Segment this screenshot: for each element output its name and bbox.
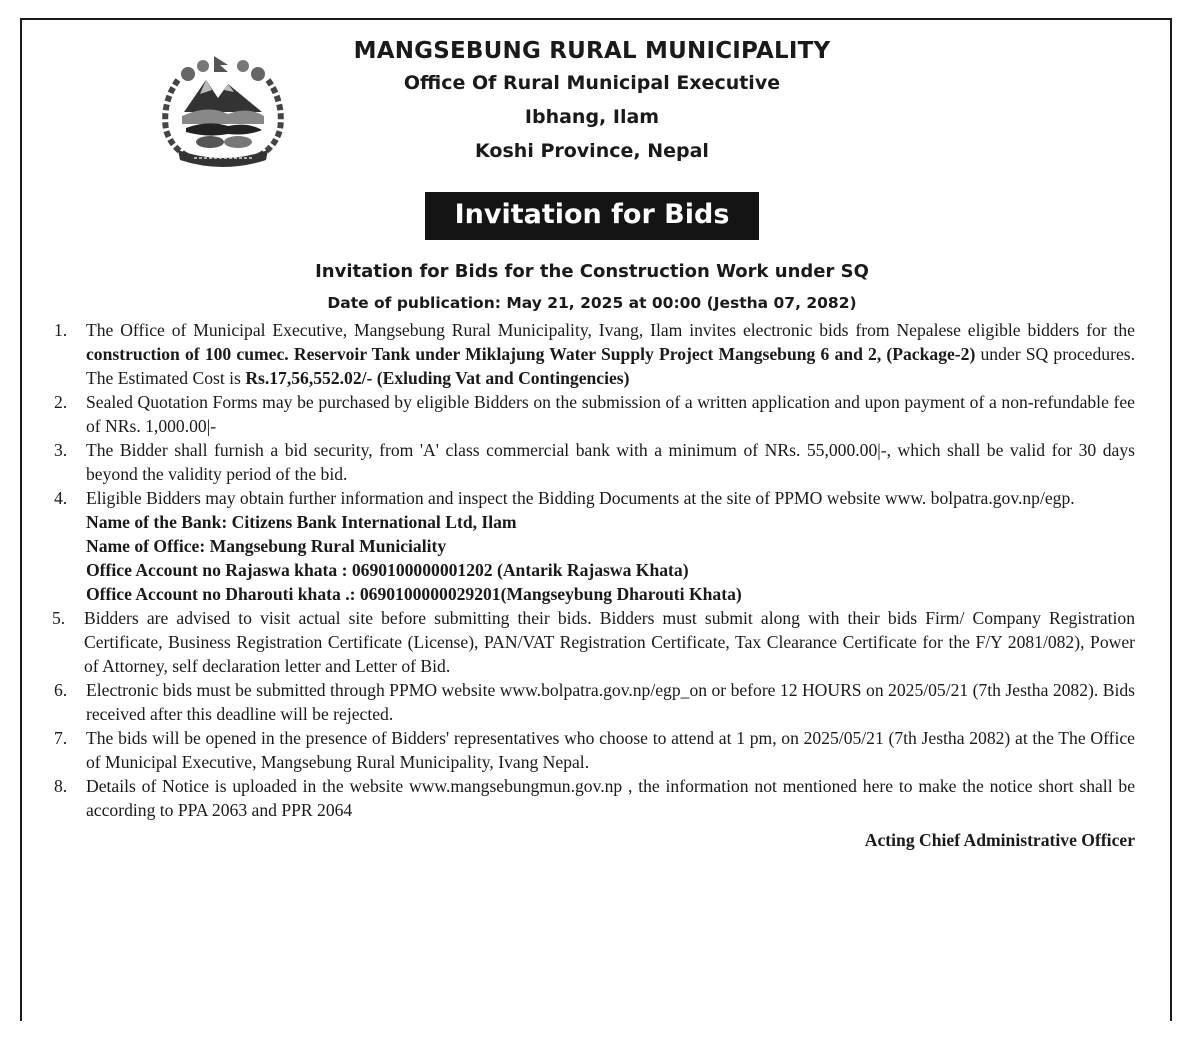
item-number: 2.: [54, 392, 68, 412]
notice-item-8: [52, 774, 1135, 822]
notice-item-7: [52, 726, 1135, 774]
province-name: Koshi Province, Nepal: [475, 140, 709, 162]
item-number: 1.: [54, 320, 68, 340]
item-number: 5.: [52, 608, 66, 628]
item-text: Eligible Bidders may obtain further information and inspect the Bidding Documents at the site of PPMO website www. bolpatra.gov.np/egp.: [86, 488, 1075, 508]
item-text: The Bidder shall furnish a bid security, from 'A' class commercial bank with a minimum of NRs. 55,000.00|-, which shall be valid for 30 days beyond the validity period of the bid.: [86, 440, 1135, 484]
item-text: under SQ procedures. The Estimated Cost is: [86, 344, 1135, 388]
item-number: 6.: [54, 680, 68, 700]
notice-item-6: [52, 678, 1135, 726]
office-name: Office Of Rural Municipal Executive: [403, 72, 781, 94]
notice-item-5: [52, 606, 1135, 678]
item-bold-text: Rs.17,56,552.02/- (Exluding Vat and Contingencies): [245, 368, 630, 388]
notice-body: [52, 318, 1135, 852]
notice-header: [0, 36, 1184, 168]
office-account-name: Name of Office: Mangsebung Rural Municiality: [86, 536, 447, 556]
signatory-title: Acting Chief Administrative Officer: [864, 830, 1135, 850]
notice-item-2: [52, 390, 1135, 438]
item-bold-text: construction of 100 cumec. Reservoir Tank under Miklajung Water Supply Project Mangsebung 6 and 2, (Package-2): [86, 344, 976, 364]
item-number: 7.: [54, 728, 68, 748]
organization-name: MANGSEBUNG RURAL MUNICIPALITY: [353, 38, 831, 64]
publication-date: Date of publication: May 21, 2025 at 00:00 (Jestha 07, 2082): [327, 294, 857, 312]
item-text: The Office of Municipal Executive, Mangsebung Rural Municipality, Ivang, Ilam invites electronic bids from Nepalese eligible bidders for the: [86, 320, 1135, 340]
item-text: Details of Notice is uploaded in the website www.mangsebungmun.gov.np , the information not mentioned here to make the notice short shall be according to PPA 2063 and PPR 2064: [86, 776, 1135, 820]
notice-item-4: [52, 486, 1135, 510]
rajaswa-account: Office Account no Rajaswa khata : 0690100000001202 (Antarik Rajaswa Khata): [86, 560, 689, 580]
office-location: Ibhang, Ilam: [524, 106, 660, 128]
dharouti-account: Office Account no Dharouti khata .: 0690100000029201(Mangseybung Dharouti Khata): [86, 584, 742, 604]
notice-subtitle: Invitation for Bids for the Construction Work under SQ: [315, 261, 869, 282]
notice-item-3: [52, 438, 1135, 486]
item-text: The bids will be opened in the presence of Bidders' representatives who choose to attend at 1 pm, on 2025/05/21 (7th Jestha 2082) at the The Office of Municipal Executive, Mangsebung Rural Municipality, Ivang Nepal.: [86, 728, 1135, 772]
invitation-banner: Invitation for Bids: [425, 192, 760, 240]
item-text: Bidders are advised to visit actual site before submitting their bids. Bidders must submit along with their bids Firm/ Company Registration Certificate, Business Registration Certificate (License), PAN/VAT Registration Certificate, Tax Clearance Certificate for the F/Y 2081/082), Power of Attorney, self declaration letter and Letter of Bid.: [84, 608, 1135, 676]
item-number: 4.: [54, 488, 68, 508]
item-text: Electronic bids must be submitted through PPMO website www.bolpatra.gov.np/egp_on or before 12 HOURS on 2025/05/21 (7th Jestha 2082). Bids received after this deadline will be rejected.: [86, 680, 1135, 724]
item-text: Sealed Quotation Forms may be purchased by eligible Bidders on the submission of a written application and upon payment of a non-refundable fee of NRs. 1,000.00|-: [86, 392, 1135, 436]
item-number: 8.: [54, 776, 68, 796]
banner-wrapper: [0, 192, 1184, 240]
bank-name: Name of the Bank: Citizens Bank International Ltd, Ilam: [86, 512, 517, 532]
notice-item-1: [52, 318, 1135, 390]
item-number: 3.: [54, 440, 68, 460]
